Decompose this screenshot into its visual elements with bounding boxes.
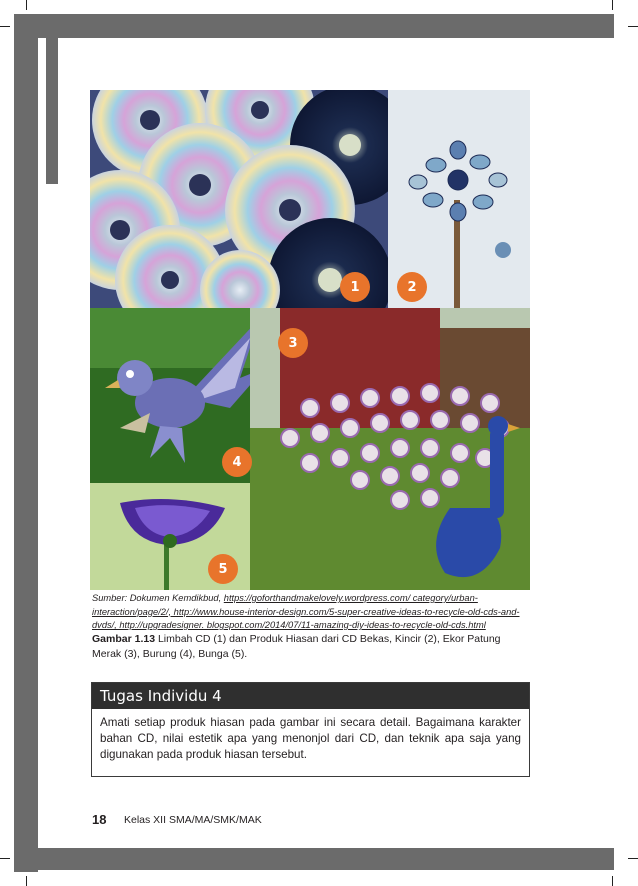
badge-2: 2 bbox=[397, 272, 427, 302]
page-frame-bottom bbox=[14, 848, 614, 870]
task-box bbox=[91, 682, 530, 777]
figure-source bbox=[92, 592, 532, 633]
crop-mark bbox=[612, 876, 613, 886]
badge-5: 5 bbox=[208, 554, 238, 584]
caption-text: Limbah CD (1) dan Produk Hiasan dari CD Bekas, Kincir (2), Ekor Patung Merak (3), Burung (4), Bunga (5). bbox=[92, 633, 501, 660]
badge-4: 4 bbox=[222, 447, 252, 477]
task-title: Tugas Individu 4 bbox=[92, 683, 529, 709]
figure-collage bbox=[90, 90, 530, 590]
badge-3: 3 bbox=[278, 328, 308, 358]
crop-mark bbox=[628, 858, 638, 859]
crop-mark bbox=[0, 858, 10, 859]
caption-label: Gambar 1.13 bbox=[92, 633, 156, 645]
source-prefix: Sumber: Dokumen Kemdikbud, bbox=[92, 593, 224, 603]
figure-caption bbox=[92, 632, 532, 662]
crop-mark bbox=[26, 876, 27, 886]
badge-1: 1 bbox=[340, 272, 370, 302]
crop-mark bbox=[26, 0, 27, 10]
source-links[interactable]: https://goforthandmakelovely.wordpress.com/ category/urban-interaction/page/2/, http://www.house-interior-design.com/5-super-creative-ideas-to-recycle-old-cds-and-dvds/, http://upgradesigner. blogspot.com/2014/07/11-amazing-diy-ideas-to-recycle-old-cds.html bbox=[92, 593, 520, 630]
crop-mark bbox=[628, 26, 638, 27]
photo-cd-waste bbox=[90, 90, 388, 308]
page-number: 18 bbox=[92, 812, 107, 827]
task-body: Amati setiap produk hiasan pada gambar ini secara detail. Bagaimana karakter bahan CD, nilai estetik apa yang menonjol dari CD, dan teknik apa saja yang digunakan pada produk hiasan tersebut. bbox=[100, 716, 521, 761]
book-title: Kelas XII SMA/MA/SMK/MAK bbox=[124, 814, 262, 826]
crop-mark bbox=[0, 26, 10, 27]
page-frame-accent bbox=[46, 38, 58, 184]
page-frame-top bbox=[26, 14, 614, 38]
page-frame-left bbox=[14, 14, 38, 872]
crop-mark bbox=[612, 0, 613, 10]
